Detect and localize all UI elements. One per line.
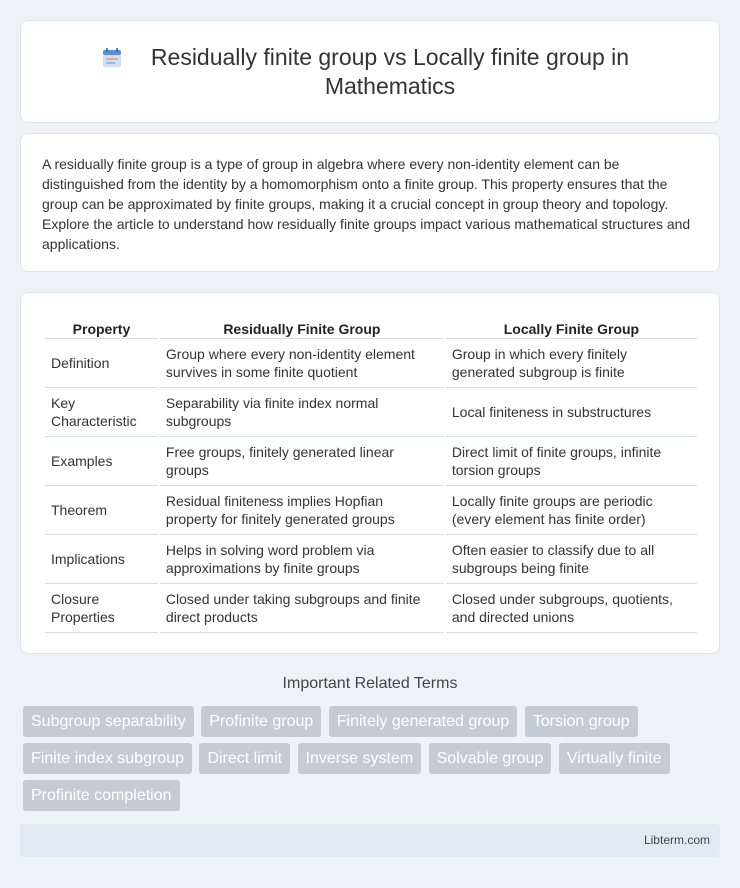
- header-residually-finite: Residually Finite Group: [160, 315, 444, 339]
- intro-card: [20, 133, 720, 272]
- tag-inverse-system[interactable]: Inverse system: [298, 743, 422, 774]
- table-header-row: [45, 315, 697, 339]
- table-row: [45, 584, 697, 633]
- tag-row: [23, 706, 723, 743]
- header-locally-finite: Locally Finite Group: [446, 315, 697, 339]
- row-residually-value: Group where every non-identity element survives in some finite quotient: [160, 339, 444, 388]
- row-residually-value: Separability via finite index normal subgroups: [160, 388, 444, 437]
- table-row: [45, 339, 697, 388]
- header-property: Property: [45, 315, 158, 339]
- row-property: Theorem: [45, 486, 158, 535]
- table-row: [45, 486, 697, 535]
- intro-paragraph: A residually finite group is a type of group in algebra where every non-identity element can be distinguished from the identity by a homomorphism onto a finite group. This property ensures that the group can be approximated by finite groups, making it a crucial concept in group theory and topology. Explore the article to understand how residually finite groups impact various mathematical structures and applications.: [42, 156, 691, 252]
- document-icon: [101, 47, 123, 69]
- tag-row: [23, 743, 723, 780]
- row-locally-value: Often easier to classify due to all subgroups being finite: [446, 535, 697, 584]
- row-property: Key Characteristic: [45, 388, 158, 437]
- table-row: [45, 437, 697, 486]
- footer: [20, 824, 720, 857]
- row-property: Implications: [45, 535, 158, 584]
- row-locally-value: Local finiteness in substructures: [446, 388, 697, 437]
- tag-solvable-group[interactable]: Solvable group: [429, 743, 552, 774]
- row-property: Definition: [45, 339, 158, 388]
- tag-profinite-group[interactable]: Profinite group: [201, 706, 321, 737]
- row-property: Examples: [45, 437, 158, 486]
- row-property: Closure Properties: [45, 584, 158, 633]
- related-terms-title: Important Related Terms: [282, 675, 458, 692]
- related-terms-list: [23, 706, 723, 817]
- tag-finite-index-subgroup[interactable]: Finite index subgroup: [23, 743, 192, 774]
- tag-virtually-finite[interactable]: Virtually finite: [559, 743, 670, 774]
- row-locally-value: Closed under subgroups, quotients, and directed unions: [446, 584, 697, 633]
- tag-subgroup-separability[interactable]: Subgroup separability: [23, 706, 194, 737]
- row-residually-value: Free groups, finitely generated linear groups: [160, 437, 444, 486]
- table-row: [45, 535, 697, 584]
- title-card: [20, 20, 720, 123]
- footer-site-link[interactable]: Libterm.com: [643, 833, 710, 847]
- row-residually-value: Helps in solving word problem via approximations by finite groups: [160, 535, 444, 584]
- tag-profinite-completion[interactable]: Profinite completion: [23, 780, 180, 811]
- row-residually-value: Residual finiteness implies Hopfian property for finitely generated groups: [160, 486, 444, 535]
- tag-direct-limit[interactable]: Direct limit: [199, 743, 290, 774]
- comparison-card: [20, 292, 720, 654]
- tag-row: [23, 780, 723, 817]
- row-locally-value: Direct limit of finite groups, infinite torsion groups: [446, 437, 697, 486]
- page-title: Residually finite group vs Locally finite group in Mathematics: [150, 44, 630, 99]
- page-title-wrap: [21, 43, 719, 101]
- row-locally-value: Group in which every finitely generated subgroup is finite: [446, 339, 697, 388]
- tag-torsion-group[interactable]: Torsion group: [525, 706, 638, 737]
- row-locally-value: Locally finite groups are periodic (every element has finite order): [446, 486, 697, 535]
- table-row: [45, 388, 697, 437]
- comparison-table: [43, 315, 699, 633]
- row-residually-value: Closed under taking subgroups and finite direct products: [160, 584, 444, 633]
- tag-finitely-generated-group[interactable]: Finitely generated group: [329, 706, 518, 737]
